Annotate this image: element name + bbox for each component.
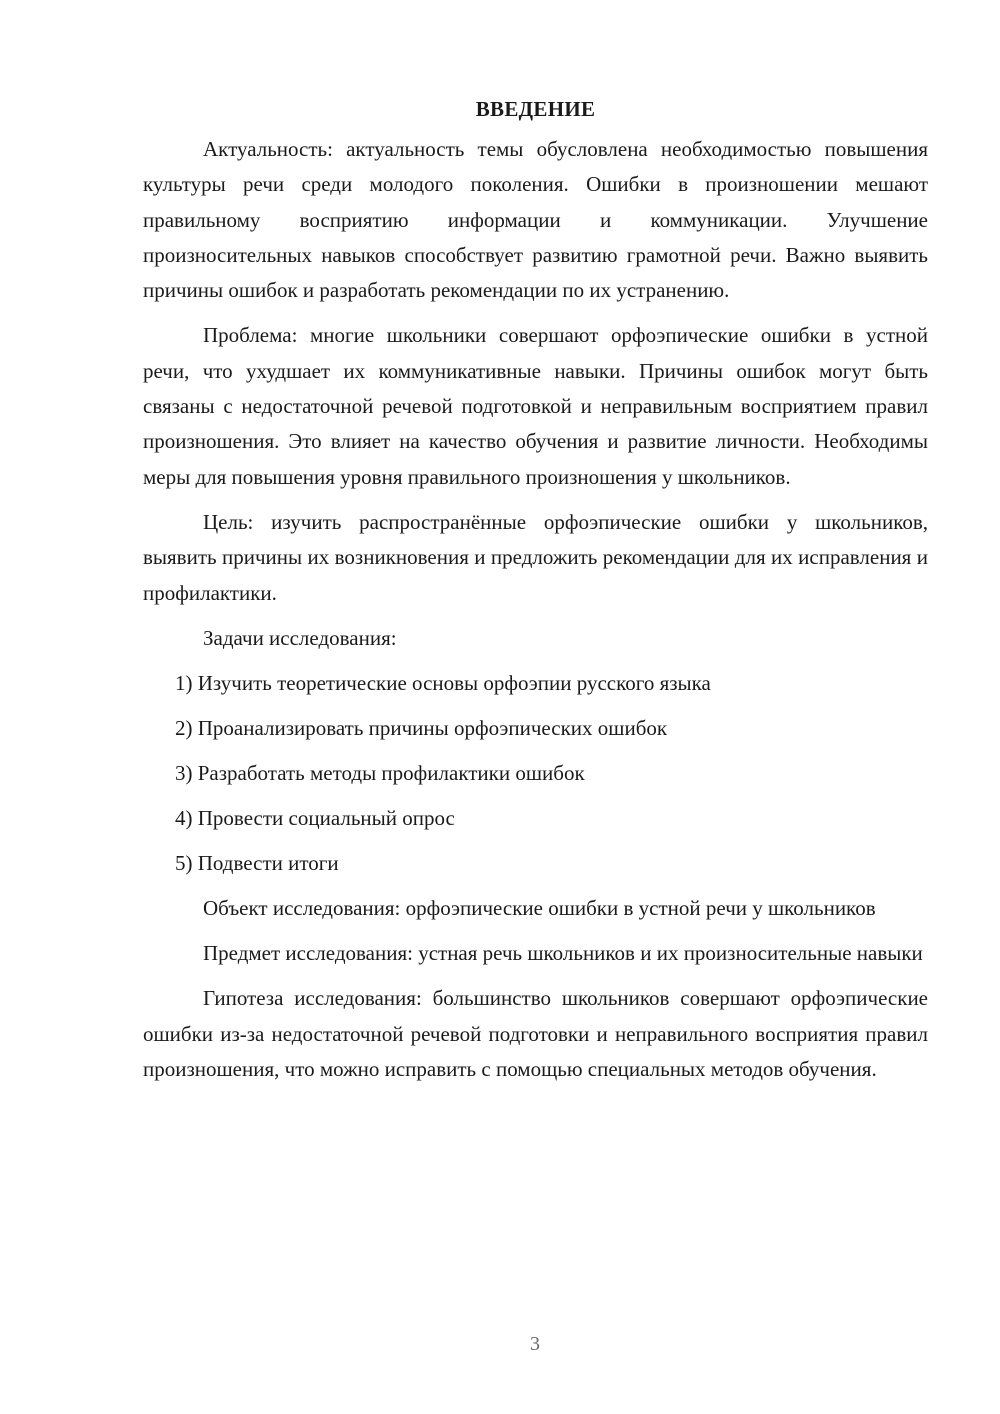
task-item: 1) Изучить теоретические основы орфоэпии русского языка (175, 670, 711, 695)
section-title: ВВЕДЕНИЕ (475, 97, 596, 121)
document-page (143, 92, 928, 1097)
page-number: 3 (530, 1333, 540, 1355)
subject-paragraph: Предмет исследования: устная речь школьников и их произносительные навыки (203, 941, 923, 966)
task-item: 3) Разработать методы профилактики ошибок (175, 760, 585, 785)
task-item: 5) Подвести итоги (175, 850, 339, 875)
task-item: 2) Проанализировать причины орфоэпических ошибок (175, 715, 668, 740)
tasks-list (143, 666, 928, 881)
relevance-paragraph: Актуальность: актуальность темы обусловлена необходимостью повышения культуры речи среди молодого поколения. Ошибки в произношении мешают правильному восприятию информации и коммуникации. Улучшение произносительных навыков способствует развитию грамотной речи. Важно выявить причины ошибок и разработать рекомендации по их устранению. (143, 137, 928, 303)
task-item: 4) Провести социальный опрос (175, 805, 455, 830)
goal-paragraph: Цель: изучить распространённые орфоэпические ошибки у школьников, выявить причины их возникновения и предложить рекомендации для их исправления и профилактики. (143, 509, 928, 605)
tasks-heading: Задачи исследования: (203, 625, 397, 650)
problem-paragraph: Проблема: многие школьники совершают орфоэпические ошибки в устной речи, что ухудшает их коммуникативные навыки. Причины ошибок могут быть связаны с недостаточной речевой подготовкой и неправильным восприятием правил произношения. Это влияет на качество обучения и развитие личности. Необходимы меры для повышения уровня правильного произношения у школьников. (143, 323, 928, 489)
hypothesis-paragraph: Гипотеза исследования: большинство школьников совершают орфоэпические ошибки из-за недостаточной речевой подготовки и неправильного восприятия правил произношения, что можно исправить с помощью специальных методов обучения. (143, 986, 928, 1082)
object-paragraph: Объект исследования: орфоэпические ошибки в устной речи у школьников (203, 895, 876, 920)
